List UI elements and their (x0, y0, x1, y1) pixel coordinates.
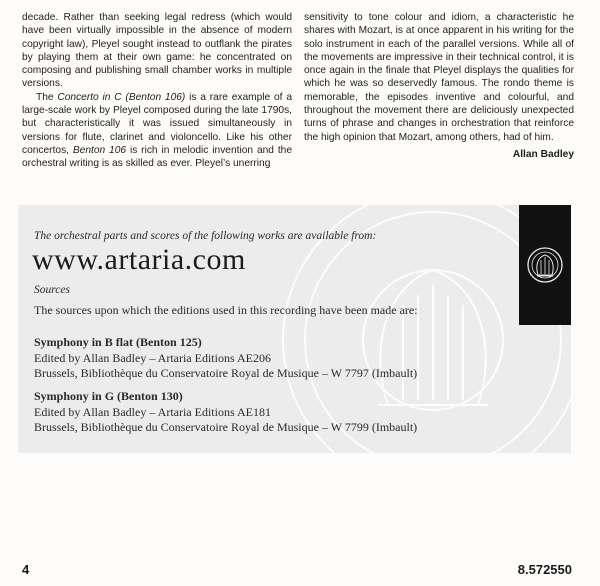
sources-heading: Sources (34, 284, 70, 296)
paragraph: decade. Rather than seeking legal redress (which would have been virtually impossible in the absence of modern copyright law), Pleyel sought instead to outflank the pirates by playing them at their own game: he concentrated on composing and publishing small chamber works in multiple versions. (22, 12, 292, 90)
work-ref-italic: Benton 106 (72, 144, 127, 156)
work-title-italic: Concerto in C (Benton 106) (57, 91, 186, 103)
page-number: 4 (22, 562, 30, 577)
right-text-column (304, 11, 574, 161)
text-run: is rich in melodic invention and the orchestral writing is as skilled as ever. Pleyel’s unerring (22, 144, 292, 170)
work-title: Symphony in G (Benton 130) (34, 389, 183, 403)
lyre-seal-icon (519, 205, 571, 325)
source-entry (34, 335, 417, 382)
source-entry (34, 389, 417, 436)
author-signature: Allan Badley (512, 148, 574, 160)
source-line: Brussels, Bibliothèque du Conservatoire Royal de Musique – W 7797 (Imbault) (34, 366, 418, 380)
sources-box (18, 205, 571, 453)
text-run: is a rare example of a large-scale work by Pleyel composed during the late 1790s, but characteristically it was issued simultaneously in versions for flute, clarinet and violoncello. Like his other concertos, (22, 91, 292, 156)
source-line: Brussels, Bibliothèque du Conservatoire Royal de Musique – W 7799 (Imbault) (34, 420, 418, 434)
sources-description: The sources upon which the editions used in this recording have been made are: (34, 303, 418, 317)
paragraph (22, 91, 292, 171)
paragraph: sensitivity to tone colour and idiom, a characteristic he shares with Mozart, is at once apparent in his writing for the solo instrument in each of the parallel versions. While all of the movements are impressive in their technical control, it is once again in the finale that Pleyel displays the qualities for which he was so deservedly famous. The rondo theme is memorable, the episodes inventive and colourful, and throughout the movement there are deliciously unexpected turns of phrase and changes in orchestration that reinforce the high opinion that Mozart, among others, had of him. (304, 12, 574, 143)
text-run: The (36, 91, 58, 103)
work-title: Symphony in B flat (Benton 125) (34, 335, 202, 349)
edition-line: Edited by Allan Badley – Artaria Editions AE181 (34, 404, 271, 419)
catalogue-number: 8.572550 (517, 562, 572, 577)
edition-line: Edited by Allan Badley – Artaria Editions AE206 (34, 350, 271, 365)
left-text-column (22, 11, 292, 171)
publisher-url: www.artaria.com (32, 243, 246, 276)
availability-note: The orchestral parts and scores of the following works are available from: (34, 230, 377, 242)
